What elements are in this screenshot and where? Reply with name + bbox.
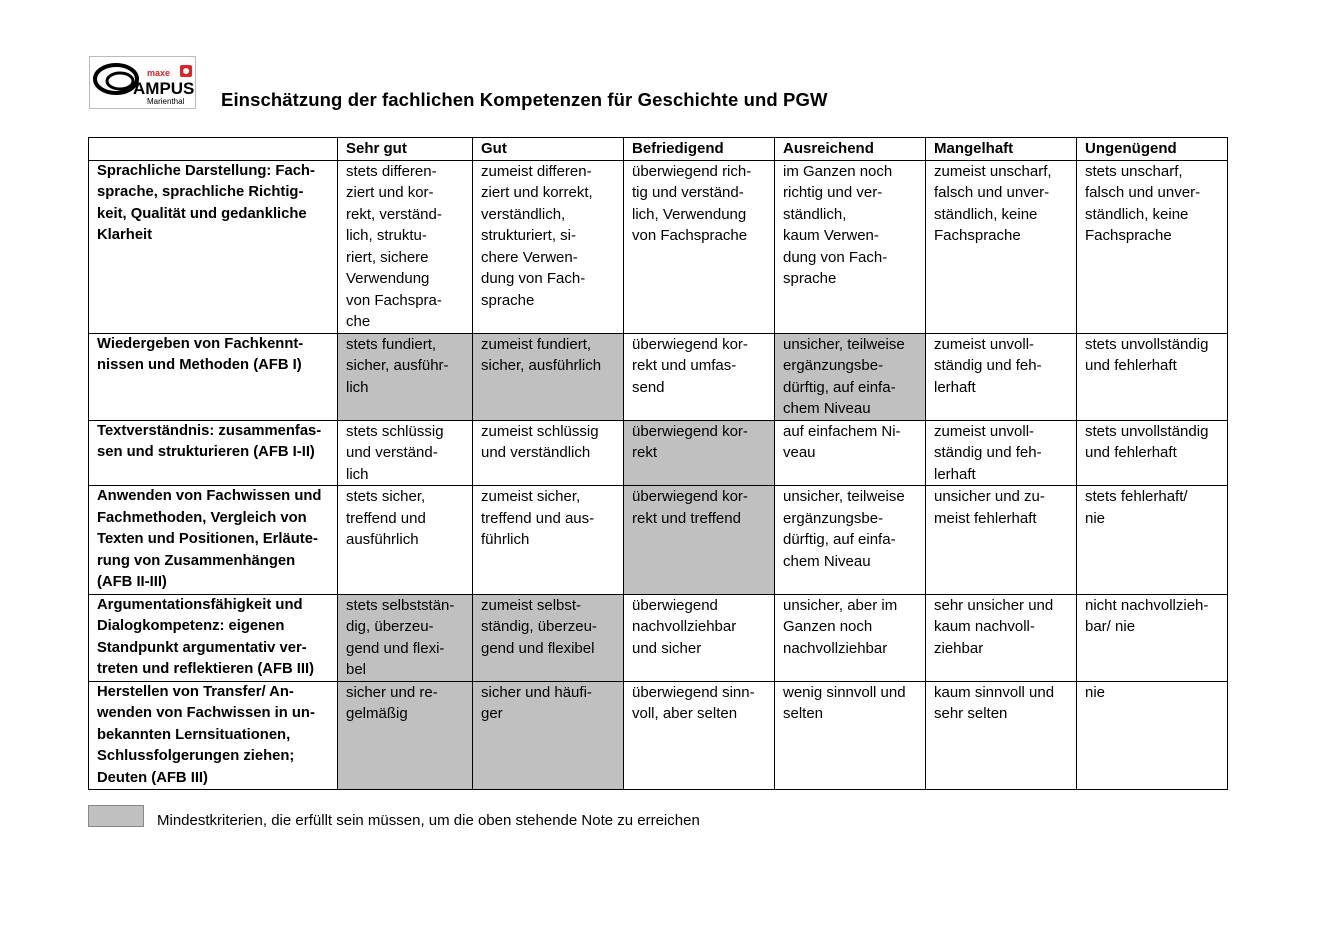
table-row	[89, 160, 1228, 333]
grade-cell-text: stets fehlerhaft/ nie	[1085, 488, 1188, 527]
grade-cell-minimum	[473, 333, 624, 420]
grade-cell-text: sehr unsicher und kaum nachvoll- ziehbar	[934, 596, 1054, 657]
criterion-text: Herstellen von Transfer/ An- wenden von Fachwissen in un- bekannten Lernsituationen, Schlussfolgerungen ziehen; Deuten (AFB III)	[97, 683, 315, 786]
page-title: Einschätzung der fachlichen Kompetenzen für Geschichte und PGW	[221, 89, 828, 110]
grade-cell-minimum	[338, 681, 473, 790]
grade-cell-minimum	[775, 333, 926, 420]
table-row	[89, 594, 1228, 681]
column-header: Ungenügend	[1077, 138, 1228, 161]
grade-cell	[1077, 486, 1228, 595]
criterion-text: Textverständnis: zusammenfas- sen und strukturieren (AFB I-II)	[97, 422, 322, 460]
table-row	[89, 486, 1228, 595]
grade-cell-text: sicher und re- gelmäßig	[346, 683, 438, 722]
column-header: Mangelhaft	[926, 138, 1077, 161]
grade-cell	[624, 160, 775, 333]
grade-cell	[1077, 333, 1228, 420]
column-header: Gut	[473, 138, 624, 161]
grade-cell-text: wenig sinnvoll und selten	[783, 683, 906, 722]
grade-cell-text: zumeist unscharf, falsch und unver- ständlich, keine Fachsprache	[934, 162, 1052, 244]
column-header: Ausreichend	[775, 138, 926, 161]
logo-name-text: AMPUS	[133, 79, 195, 98]
grade-cell-text: zumeist differen- ziert und korrekt, verständlich, strukturiert, si- chere Verwen- dung von Fach- sprache	[481, 162, 593, 309]
grade-cell	[775, 420, 926, 486]
grade-cell	[473, 420, 624, 486]
grade-cell	[926, 160, 1077, 333]
grade-cell-text: stets unvollständig und fehlerhaft	[1085, 422, 1209, 461]
grade-cell-text: nie	[1085, 683, 1106, 701]
column-header: Sehr gut	[338, 138, 473, 161]
criterion-cell	[89, 486, 338, 595]
grade-cell	[473, 160, 624, 333]
grade-cell-text: überwiegend nachvollziehbar und sicher	[632, 596, 737, 657]
grade-cell	[624, 594, 775, 681]
grade-cell-text: nicht nachvollzieh- bar/ nie	[1085, 596, 1209, 635]
grade-cell	[775, 594, 926, 681]
grade-cell-minimum	[473, 681, 624, 790]
criterion-cell	[89, 160, 338, 333]
logo-place-text: Marienthal	[147, 97, 185, 106]
grade-cell-text: stets differen- ziert und kor- rekt, verständ- lich, struktu- riert, sichere Verwendung von Fachspra- che	[346, 162, 442, 330]
grade-cell-text: zumeist selbst- ständig, überzeu- gend und flexibel	[481, 596, 597, 657]
logo-brand-text: maxe	[147, 68, 171, 78]
grade-cell-text: zumeist fundiert, sicher, ausführlich	[481, 335, 602, 374]
grade-cell	[338, 160, 473, 333]
grade-cell-text: zumeist schlüssig und verständlich	[481, 422, 599, 461]
grade-cell	[473, 486, 624, 595]
criterion-cell	[89, 420, 338, 486]
grade-cell	[338, 420, 473, 486]
grade-cell-minimum	[338, 594, 473, 681]
grade-cell-text: im Ganzen noch richtig und ver- ständlich, kaum Verwen- dung von Fach- sprache	[783, 162, 893, 287]
grade-cell-text: auf einfachem Ni- veau	[783, 422, 901, 461]
grade-cell-text: unsicher und zu- meist fehlerhaft	[934, 488, 1045, 527]
grade-cell-text: zumeist unvoll- ständig und feh- lerhaft	[934, 422, 1042, 483]
grade-cell	[926, 594, 1077, 681]
table-row	[89, 420, 1228, 486]
column-header	[89, 138, 338, 161]
grade-cell	[926, 420, 1077, 486]
grade-cell	[1077, 160, 1228, 333]
grade-cell-text: stets unscharf, falsch und unver- ständlich, keine Fachsprache	[1085, 162, 1201, 244]
campus-logo	[89, 56, 196, 109]
criterion-cell	[89, 594, 338, 681]
grade-cell-text: zumeist sicher, treffend und aus- führlich	[481, 488, 595, 548]
grade-cell-text: unsicher, teilweise ergänzungsbe- dürftig, auf einfa- chem Niveau	[783, 488, 905, 570]
grade-cell-text: stets selbststän- dig, überzeu- gend und flexi- bel	[346, 596, 455, 678]
grade-cell	[624, 333, 775, 420]
grade-cell-text: unsicher, aber im Ganzen noch nachvollziehbar	[783, 596, 898, 657]
grade-cell-text: stets unvollständig und fehlerhaft	[1085, 335, 1209, 374]
table-row	[89, 333, 1228, 420]
grade-cell-text: kaum sinnvoll und sehr selten	[934, 683, 1055, 722]
criterion-text: Argumentationsfähigkeit und Dialogkompetenz: eigenen Standpunkt argumentativ ver- treten und reflektieren (AFB III)	[97, 596, 315, 677]
grade-cell-text: überwiegend kor- rekt und umfas- send	[632, 335, 748, 396]
grade-cell	[775, 486, 926, 595]
grade-cell	[624, 681, 775, 790]
grade-cell	[338, 486, 473, 595]
grade-cell-text: zumeist unvoll- ständig und feh- lerhaft	[934, 335, 1042, 396]
table-row	[89, 681, 1228, 790]
grade-cell-text: überwiegend kor- rekt und treffend	[632, 488, 748, 527]
competence-table	[88, 137, 1228, 790]
criterion-cell	[89, 681, 338, 790]
criterion-text: Sprachliche Darstellung: Fach- sprache, sprachliche Richtig- keit, Qualität und gedankliche Klarheit	[97, 162, 315, 243]
grade-cell	[775, 160, 926, 333]
column-header: Befriedigend	[624, 138, 775, 161]
grade-cell-minimum	[624, 486, 775, 595]
grade-cell	[1077, 681, 1228, 790]
grade-cell	[1077, 420, 1228, 486]
grade-cell	[926, 333, 1077, 420]
campus-logo-graphic	[92, 57, 195, 108]
criterion-text: Wiedergeben von Fachkennt- nissen und Methoden (AFB I)	[97, 335, 304, 373]
grade-cell	[926, 486, 1077, 595]
grade-cell-text: überwiegend kor- rekt	[632, 422, 748, 461]
grade-cell-text: sicher und häufi- ger	[481, 683, 592, 722]
table-header-row	[89, 138, 1228, 161]
grade-cell-minimum	[624, 420, 775, 486]
criterion-cell	[89, 333, 338, 420]
grade-cell-text: unsicher, teilweise ergänzungsbe- dürftig, auf einfa- chem Niveau	[783, 335, 905, 417]
grade-cell	[1077, 594, 1228, 681]
grade-cell-text: überwiegend sinn- voll, aber selten	[632, 683, 755, 722]
grade-cell	[775, 681, 926, 790]
grade-cell-minimum	[338, 333, 473, 420]
grade-cell-text: stets fundiert, sicher, ausführ- lich	[346, 335, 449, 396]
grade-cell-text: stets schlüssig und verständ- lich	[346, 422, 444, 483]
legend-swatch	[88, 805, 144, 827]
criterion-text: Anwenden von Fachwissen und Fachmethoden, Vergleich von Texten und Positionen, Erläute- rung von Zusammenhängen (AFB II-III)	[97, 488, 322, 590]
grade-cell-minimum	[473, 594, 624, 681]
grade-cell	[926, 681, 1077, 790]
grade-cell-text: stets sicher, treffend und ausführlich	[346, 488, 426, 548]
legend-text: Mindestkriterien, die erfüllt sein müssen, um die oben stehende Note zu erreichen	[157, 812, 700, 829]
grade-cell-text: überwiegend rich- tig und verständ- lich, Verwendung von Fachsprache	[632, 162, 752, 244]
